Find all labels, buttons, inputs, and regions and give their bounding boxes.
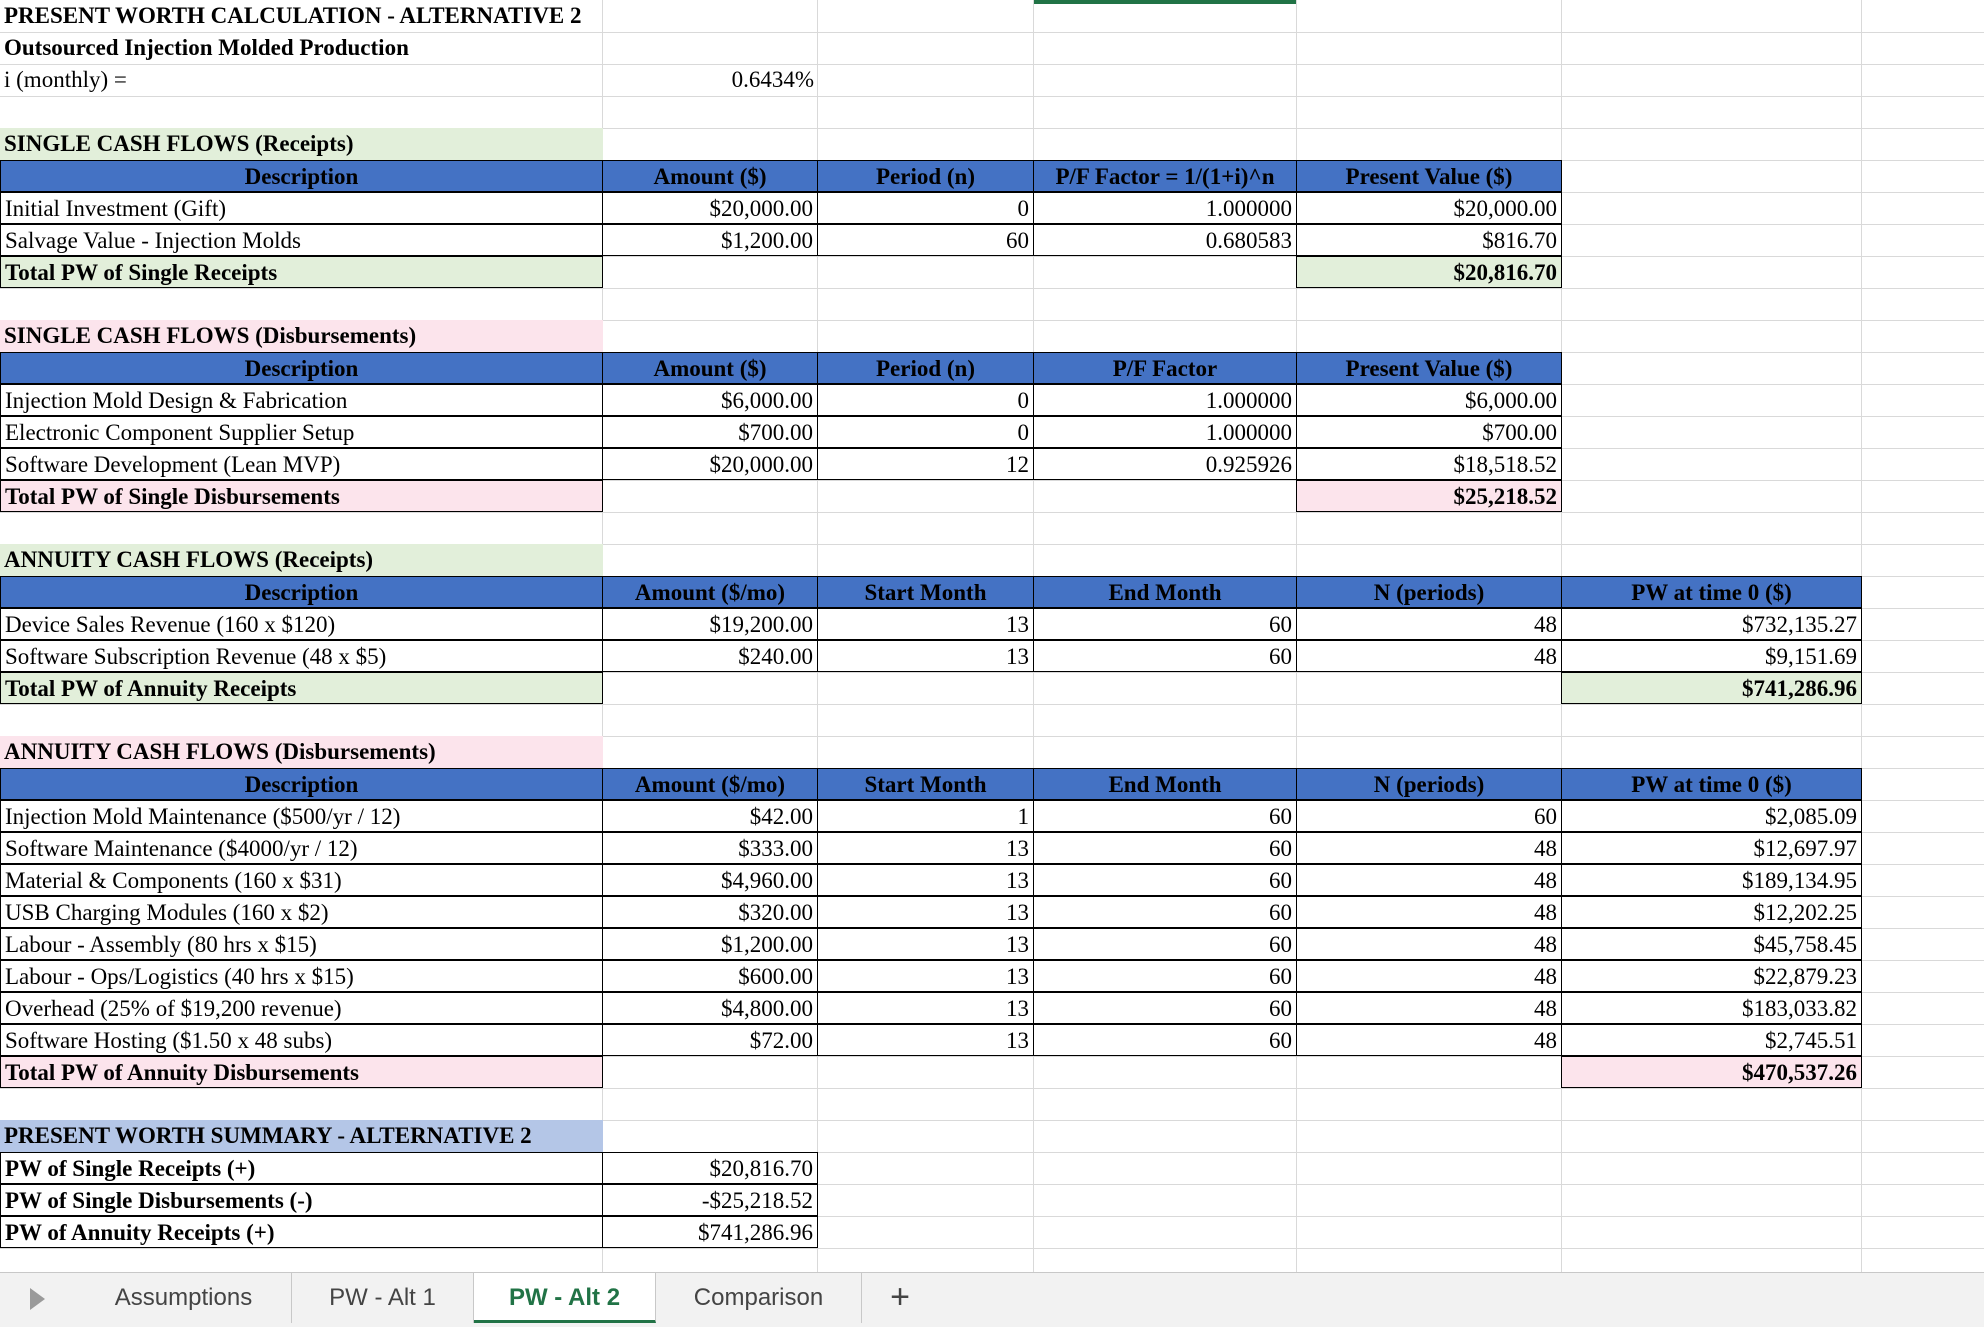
row-value[interactable]: $12,697.97 <box>1561 832 1862 864</box>
page-subtitle[interactable]: Outsourced Injection Molded Production <box>4 35 409 60</box>
row-value[interactable]: 48 <box>1296 864 1562 896</box>
column-header[interactable]: PW at time 0 ($) <box>1561 768 1862 800</box>
row-value[interactable]: $20,000.00 <box>602 192 818 224</box>
row-value[interactable]: 0 <box>817 192 1034 224</box>
rate-label[interactable]: i (monthly) = <box>4 67 127 92</box>
column-header[interactable]: Period (n) <box>817 160 1034 192</box>
row-value[interactable]: $1,200.00 <box>602 224 818 256</box>
summary-label[interactable]: PW of Single Disbursements (-) <box>0 1184 603 1216</box>
column-header[interactable]: Amount ($/mo) <box>602 768 818 800</box>
column-header[interactable]: Start Month <box>817 576 1034 608</box>
column-header[interactable]: Amount ($) <box>602 160 818 192</box>
row-value[interactable]: $189,134.95 <box>1561 864 1862 896</box>
row-description[interactable]: Injection Mold Maintenance ($500/yr / 12) <box>0 800 603 832</box>
tab-comparison[interactable]: Comparison <box>656 1273 862 1323</box>
row-value[interactable]: 60 <box>1033 864 1297 896</box>
total-value[interactable]: $25,218.52 <box>1296 480 1562 512</box>
row-value[interactable]: 48 <box>1296 640 1562 672</box>
summary-value[interactable]: -$25,218.52 <box>602 1184 818 1216</box>
tab-scroll-arrow-icon[interactable] <box>30 1288 45 1310</box>
column-header[interactable]: Present Value ($) <box>1296 160 1562 192</box>
row-description[interactable]: USB Charging Modules (160 x $2) <box>0 896 603 928</box>
row-value[interactable]: 1.000000 <box>1033 416 1297 448</box>
column-header[interactable]: P/F Factor <box>1033 352 1297 384</box>
row-description[interactable]: Overhead (25% of $19,200 revenue) <box>0 992 603 1024</box>
row-value[interactable]: 60 <box>1033 832 1297 864</box>
row-description[interactable]: Software Development (Lean MVP) <box>0 448 603 480</box>
row-value[interactable]: $333.00 <box>602 832 818 864</box>
row-value[interactable]: $6,000.00 <box>1296 384 1562 416</box>
column-header[interactable]: N (periods) <box>1296 768 1562 800</box>
section-title[interactable]: ANNUITY CASH FLOWS (Disbursements) <box>0 736 603 768</box>
row-value[interactable]: 1.000000 <box>1033 384 1297 416</box>
row-value[interactable]: 60 <box>1033 800 1297 832</box>
row-value[interactable]: $9,151.69 <box>1561 640 1862 672</box>
row-value[interactable]: 60 <box>1296 800 1562 832</box>
row-description[interactable]: Injection Mold Design & Fabrication <box>0 384 603 416</box>
row-value[interactable]: 48 <box>1296 608 1562 640</box>
total-value[interactable]: $741,286.96 <box>1561 672 1862 704</box>
column-header[interactable]: Description <box>0 576 603 608</box>
row-value[interactable]: 60 <box>1033 1024 1297 1056</box>
column-header[interactable]: Amount ($) <box>602 352 818 384</box>
row-value[interactable]: $45,758.45 <box>1561 928 1862 960</box>
column-header[interactable]: PW at time 0 ($) <box>1561 576 1862 608</box>
column-header[interactable]: N (periods) <box>1296 576 1562 608</box>
gridline-horizontal <box>0 704 1984 705</box>
row-value[interactable]: $19,200.00 <box>602 608 818 640</box>
sheet-tab-bar <box>0 1272 1984 1327</box>
row-value[interactable]: 60 <box>1033 640 1297 672</box>
gridline-horizontal <box>0 288 1984 289</box>
summary-value[interactable]: $20,816.70 <box>602 1152 818 1184</box>
row-value[interactable]: 1 <box>817 800 1034 832</box>
tab-assumptions[interactable]: Assumptions <box>76 1273 292 1323</box>
row-value[interactable]: $732,135.27 <box>1561 608 1862 640</box>
tab-pw-alt-2[interactable]: PW - Alt 2 <box>474 1273 656 1323</box>
row-value[interactable]: $600.00 <box>602 960 818 992</box>
row-value[interactable]: $6,000.00 <box>602 384 818 416</box>
row-value[interactable]: 1.000000 <box>1033 192 1297 224</box>
row-value[interactable]: $4,800.00 <box>602 992 818 1024</box>
row-value[interactable]: $700.00 <box>1296 416 1562 448</box>
rate-value[interactable]: 0.6434% <box>731 67 814 92</box>
total-label[interactable]: Total PW of Single Disbursements <box>0 480 603 512</box>
row-value[interactable]: 60 <box>817 224 1034 256</box>
row-value[interactable]: 48 <box>1296 928 1562 960</box>
row-description[interactable]: Device Sales Revenue (160 x $120) <box>0 608 603 640</box>
row-value[interactable]: $22,879.23 <box>1561 960 1862 992</box>
row-value[interactable]: 48 <box>1296 896 1562 928</box>
row-value[interactable]: $816.70 <box>1296 224 1562 256</box>
row-value[interactable]: 13 <box>817 1024 1034 1056</box>
total-label[interactable]: Total PW of Annuity Disbursements <box>0 1056 603 1088</box>
row-description[interactable]: Labour - Ops/Logistics (40 hrs x $15) <box>0 960 603 992</box>
summary-title[interactable]: PRESENT WORTH SUMMARY - ALTERNATIVE 2 <box>0 1120 603 1152</box>
row-value[interactable]: $12,202.25 <box>1561 896 1862 928</box>
total-label[interactable]: Total PW of Single Receipts <box>0 256 603 288</box>
row-value[interactable]: $2,745.51 <box>1561 1024 1862 1056</box>
summary-label[interactable]: PW of Annuity Receipts (+) <box>0 1216 603 1248</box>
total-value[interactable]: $470,537.26 <box>1561 1056 1862 1088</box>
row-value[interactable]: $72.00 <box>602 1024 818 1056</box>
row-description[interactable]: Software Subscription Revenue (48 x $5) <box>0 640 603 672</box>
row-value[interactable]: 60 <box>1033 992 1297 1024</box>
row-value[interactable]: $1,200.00 <box>602 928 818 960</box>
row-value[interactable]: 0 <box>817 416 1034 448</box>
row-value[interactable]: 60 <box>1033 960 1297 992</box>
row-value[interactable]: 0.680583 <box>1033 224 1297 256</box>
row-value[interactable]: 60 <box>1033 896 1297 928</box>
row-value[interactable]: 48 <box>1296 1024 1562 1056</box>
column-header[interactable]: Present Value ($) <box>1296 352 1562 384</box>
row-value[interactable]: 48 <box>1296 960 1562 992</box>
gridline-horizontal <box>0 96 1984 97</box>
row-value[interactable]: $18,518.52 <box>1296 448 1562 480</box>
row-value[interactable]: $320.00 <box>602 896 818 928</box>
row-description[interactable]: Software Maintenance ($4000/yr / 12) <box>0 832 603 864</box>
gridline-horizontal <box>0 512 1984 513</box>
row-description[interactable]: Labour - Assembly (80 hrs x $15) <box>0 928 603 960</box>
row-value[interactable]: $42.00 <box>602 800 818 832</box>
row-value[interactable]: 48 <box>1296 832 1562 864</box>
row-value[interactable]: 60 <box>1033 608 1297 640</box>
row-value[interactable]: 60 <box>1033 928 1297 960</box>
row-value[interactable]: 48 <box>1296 992 1562 1024</box>
column-header[interactable]: P/F Factor = 1/(1+i)^n <box>1033 160 1297 192</box>
column-header[interactable]: Description <box>0 768 603 800</box>
total-value[interactable]: $20,816.70 <box>1296 256 1562 288</box>
row-value[interactable]: $700.00 <box>602 416 818 448</box>
gridline-horizontal <box>0 1088 1984 1089</box>
row-value[interactable]: $2,085.09 <box>1561 800 1862 832</box>
summary-label[interactable]: PW of Single Receipts (+) <box>0 1152 603 1184</box>
row-description[interactable]: Initial Investment (Gift) <box>0 192 603 224</box>
total-label[interactable]: Total PW of Annuity Receipts <box>0 672 603 704</box>
column-header[interactable]: Description <box>0 160 603 192</box>
column-header[interactable]: Period (n) <box>817 352 1034 384</box>
row-description[interactable]: Salvage Value - Injection Molds <box>0 224 603 256</box>
gridline-horizontal <box>0 1248 1984 1249</box>
column-header[interactable]: End Month <box>1033 768 1297 800</box>
section-title[interactable]: SINGLE CASH FLOWS (Disbursements) <box>0 320 603 352</box>
row-value[interactable]: $20,000.00 <box>1296 192 1562 224</box>
row-value[interactable]: $4,960.00 <box>602 864 818 896</box>
summary-value[interactable]: $741,286.96 <box>602 1216 818 1248</box>
row-description[interactable]: Material & Components (160 x $31) <box>0 864 603 896</box>
row-value[interactable]: 0.925926 <box>1033 448 1297 480</box>
row-value[interactable]: 13 <box>817 832 1034 864</box>
column-header[interactable]: Description <box>0 352 603 384</box>
selected-column-indicator <box>1033 0 1296 4</box>
row-value[interactable]: 12 <box>817 448 1034 480</box>
section-title[interactable]: ANNUITY CASH FLOWS (Receipts) <box>0 544 603 576</box>
row-value[interactable]: 0 <box>817 384 1034 416</box>
page-title[interactable]: PRESENT WORTH CALCULATION - ALTERNATIVE 2 <box>4 3 582 28</box>
row-value[interactable]: 13 <box>817 992 1034 1024</box>
row-value[interactable]: $240.00 <box>602 640 818 672</box>
row-description[interactable]: Software Hosting ($1.50 x 48 subs) <box>0 1024 603 1056</box>
add-sheet-button[interactable]: + <box>890 1278 910 1316</box>
row-value[interactable]: 13 <box>817 640 1034 672</box>
row-value[interactable]: 13 <box>817 928 1034 960</box>
row-value[interactable]: $20,000.00 <box>602 448 818 480</box>
tab-pw-alt-1[interactable]: PW - Alt 1 <box>292 1273 474 1323</box>
row-value[interactable]: 13 <box>817 960 1034 992</box>
column-header[interactable]: End Month <box>1033 576 1297 608</box>
column-header[interactable]: Amount ($/mo) <box>602 576 818 608</box>
row-value[interactable]: 13 <box>817 864 1034 896</box>
section-title[interactable]: SINGLE CASH FLOWS (Receipts) <box>0 128 603 160</box>
row-value[interactable]: 13 <box>817 896 1034 928</box>
row-description[interactable]: Electronic Component Supplier Setup <box>0 416 603 448</box>
row-value[interactable]: $183,033.82 <box>1561 992 1862 1024</box>
column-header[interactable]: Start Month <box>817 768 1034 800</box>
row-value[interactable]: 13 <box>817 608 1034 640</box>
